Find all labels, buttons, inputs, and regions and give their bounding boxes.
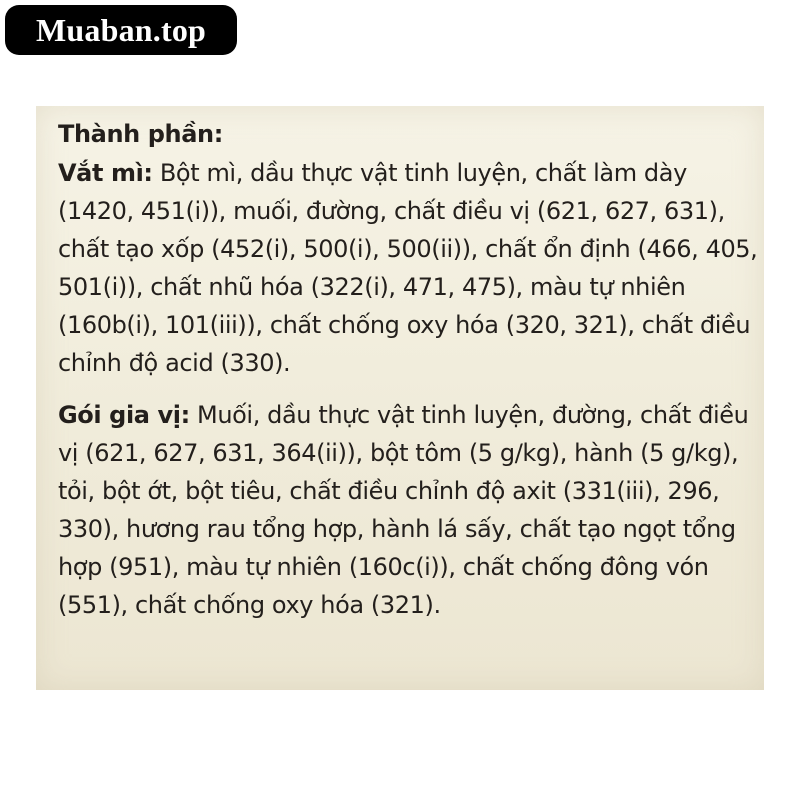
seasoning-ingredients: [58, 396, 762, 624]
ingredients-text: [58, 114, 762, 624]
watermark-logo: [5, 5, 237, 55]
ingredients-label: [36, 106, 764, 690]
noodle-term: Vắt mì:: [58, 159, 153, 187]
watermark-text: Muaban.top: [35, 12, 207, 48]
seasoning-term: Gói gia vị:: [58, 401, 190, 429]
seasoning-text: Muối, dầu thực vật tinh luyện, đường, chất điều vị (621, 627, 631, 364(ii)), bột tôm (5 g/kg), hành (5 g/kg), tỏi, bột ớt, bột tiêu, chất điều chỉnh độ axit (331(iii), 296, 330), hương rau tổng hợp, hành lá sấy, chất tạo ngọt tổng hợp (951), màu tự nhiên (160c(i)), chất chống đông vón (551), chất chống oxy hóa (321).: [58, 401, 749, 619]
ingredients-heading: Thành phần:: [58, 120, 223, 148]
noodle-ingredients: [58, 154, 762, 382]
noodle-text: Bột mì, dầu thực vật tinh luyện, chất làm dày (1420, 451(i)), muối, đường, chất điều vị (621, 627, 631), chất tạo xốp (452(i), 500(i), 500(ii)), chất ổn định (466, 405, 501(i)), chất nhũ hóa (322(i), 471, 475), màu tự nhiên (160b(i), 101(iii)), chất chống oxy hóa (320, 321), chất điều chỉnh độ acid (330).: [58, 159, 758, 377]
